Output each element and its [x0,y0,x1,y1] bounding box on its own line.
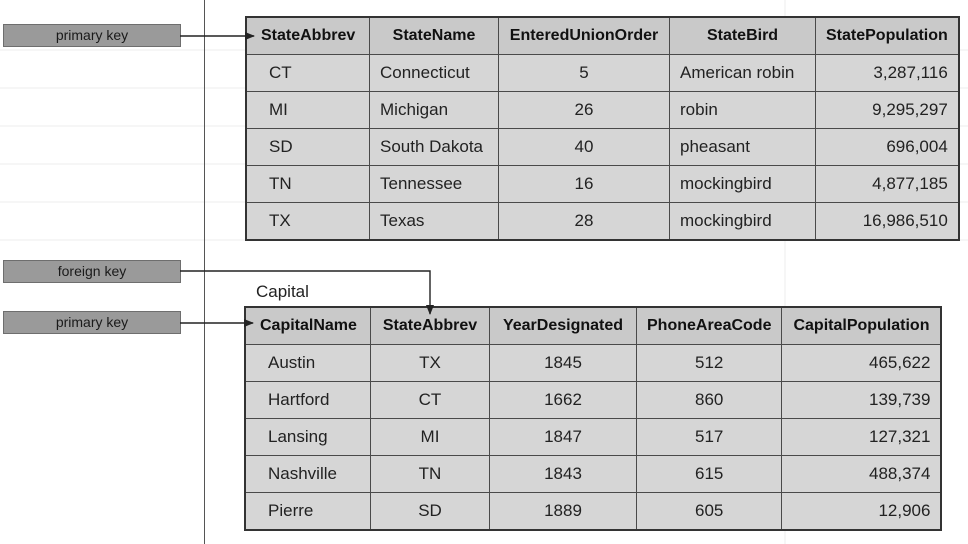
year-designated-cell: 1889 [490,493,637,531]
state-abbrev-cell: CT [246,55,370,92]
capital-name-cell: Pierre [245,493,371,531]
capital-name-cell: Austin [245,345,371,382]
state-population-cell: 4,877,185 [816,166,959,203]
phone-area-code-cell: 517 [637,419,782,456]
capital-state-abbrev-cell: CT [371,382,490,419]
year-designated-cell: 1847 [490,419,637,456]
capital-table-caption: Capital [256,282,309,301]
year-designated-cell: 1843 [490,456,637,493]
capital-population-cell: 465,622 [782,345,942,382]
state-abbrev-cell: TX [246,203,370,241]
entered-union-order-cell: 5 [499,55,670,92]
capital-state-abbrev-cell: TN [371,456,490,493]
state-name-cell: South Dakota [370,129,499,166]
state-header-stateabbrev: StateAbbrev [246,17,370,55]
capital-state-abbrev-cell: TX [371,345,490,382]
capital-name-cell: Lansing [245,419,371,456]
state-header-statebird: StateBird [670,17,816,55]
state-bird-cell: robin [670,92,816,129]
state-bird-cell: mockingbird [670,203,816,241]
entered-union-order-cell: 16 [499,166,670,203]
primary-key-label-capital: primary key [3,311,181,334]
state-bird-cell: mockingbird [670,166,816,203]
capital-population-cell: 139,739 [782,382,942,419]
state-header-statename: StateName [370,17,499,55]
year-designated-cell: 1662 [490,382,637,419]
state-abbrev-cell: SD [246,129,370,166]
foreign-key-arrow [180,271,430,314]
entered-union-order-cell: 40 [499,129,670,166]
phone-area-code-cell: 860 [637,382,782,419]
state-name-cell: Texas [370,203,499,241]
state-header-statepopulation: StatePopulation [816,17,959,55]
capital-population-cell: 488,374 [782,456,942,493]
state-population-cell: 696,004 [816,129,959,166]
phone-area-code-cell: 605 [637,493,782,531]
entered-union-order-cell: 28 [499,203,670,241]
state-bird-cell: American robin [670,55,816,92]
state-bird-cell: pheasant [670,129,816,166]
entered-union-order-cell: 26 [499,92,670,129]
capital-population-cell: 12,906 [782,493,942,531]
capital-header-capitalpopulation: CapitalPopulation [782,307,942,345]
capital-state-abbrev-cell: SD [371,493,490,531]
state-name-cell: Connecticut [370,55,499,92]
capital-name-cell: Nashville [245,456,371,493]
capital-name-cell: Hartford [245,382,371,419]
capital-header-yeardesignated: YearDesignated [490,307,637,345]
capital-header-phoneareacode: PhoneAreaCode [637,307,782,345]
capital-population-cell: 127,321 [782,419,942,456]
state-name-cell: Michigan [370,92,499,129]
state-population-cell: 16,986,510 [816,203,959,241]
state-abbrev-cell: MI [246,92,370,129]
capital-state-abbrev-cell: MI [371,419,490,456]
phone-area-code-cell: 615 [637,456,782,493]
state-population-cell: 9,295,297 [816,92,959,129]
state-population-cell: 3,287,116 [816,55,959,92]
state-name-cell: Tennessee [370,166,499,203]
year-designated-cell: 1845 [490,345,637,382]
state-header-enteredunionorder: EnteredUnionOrder [499,17,670,55]
primary-key-label-state: primary key [3,24,181,47]
state-abbrev-cell: TN [246,166,370,203]
capital-header-capitalname: CapitalName [245,307,371,345]
phone-area-code-cell: 512 [637,345,782,382]
foreign-key-label: foreign key [3,260,181,283]
capital-header-stateabbrev: StateAbbrev [371,307,490,345]
